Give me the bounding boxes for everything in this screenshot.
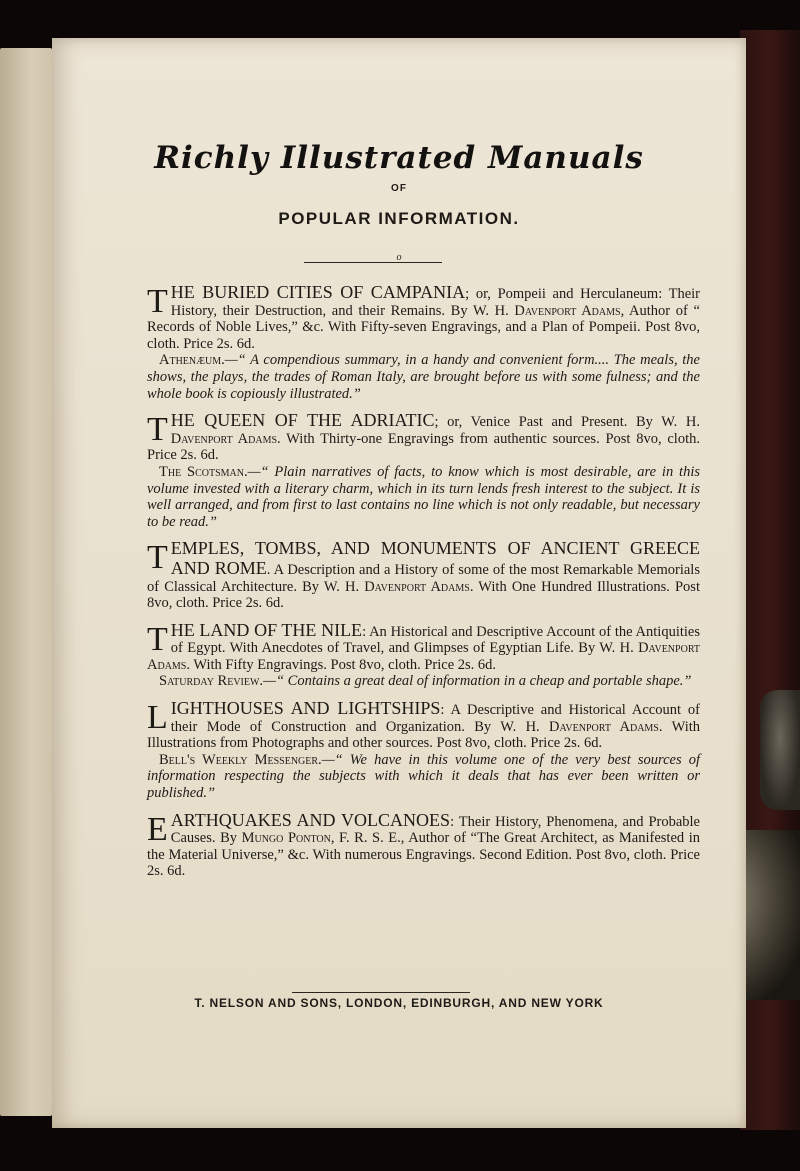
entry-land-nile <box>147 621 700 690</box>
publisher-imprint: T. NELSON AND SONS, LONDON, EDINBURGH, AND NEW YORK <box>194 996 604 1010</box>
entry-review <box>147 464 700 530</box>
entry-body-end: . With Thirty-one Engravings from authentic sources. Post 8vo, cloth. Price 2s. 6d. <box>147 430 700 464</box>
drop-cap: L <box>147 699 168 737</box>
review-source: The Scotsman. <box>159 463 248 480</box>
entry-title: IGHTHOUSES AND LIGHTSHIPS <box>170 698 441 719</box>
entry-buried-cities <box>147 283 700 402</box>
entry-body: : Their History, Phenomena, and Probable Causes. By <box>170 813 700 847</box>
footer-rule <box>292 992 470 993</box>
entry-author: Davenport Adams <box>170 430 278 447</box>
review-source: Athenæum. <box>159 352 225 369</box>
entries-list <box>147 283 700 889</box>
entry-review <box>147 673 700 690</box>
entry-temples-tombs <box>147 539 700 611</box>
entry-review <box>147 752 700 802</box>
entry-queen-adriatic <box>147 411 700 530</box>
entry-author: Davenport Adams <box>514 302 621 319</box>
review-source: Saturday Review. <box>159 673 264 690</box>
review-quote: —“ A compendious summary, in a handy and convenient form.... The meals, the shows, the plays, the trades of Roman Italy, are brought before us with some fulness; and the whole book is copiously illustrated.” <box>147 352 700 402</box>
entry-body-end: . With Illustrations from Photographs and other sources. Post 8vo, cloth. Price 2s. 6d. <box>147 718 700 752</box>
drop-cap: T <box>147 620 168 658</box>
entry-author: Davenport Adams <box>549 718 659 735</box>
drop-cap: T <box>147 411 168 449</box>
entry-title: HE LAND OF THE NILE <box>170 619 363 640</box>
left-page-edge <box>0 48 52 1116</box>
entry-review <box>147 352 700 402</box>
entry-author: Davenport Adams <box>364 578 470 595</box>
separator-mark: o <box>396 252 402 263</box>
book-page <box>52 38 746 1128</box>
entry-body-end: , Author of “ Records of Noble Lives,” &c. With Fifty-seven Engravings, and a Plan of Pompeii. Post 8vo, cloth. Price 2s. 6d. <box>147 302 700 352</box>
entry-body: : A Descriptive and Historical Account of their Mode of Construction and Organization. By W. H. <box>170 702 700 735</box>
entry-body-end: . With Fifty Engravings. Post 8vo, cloth. Price 2s. 6d. <box>186 656 497 673</box>
review-source: Bell's Weekly Messenger. <box>159 751 322 768</box>
entry-earthquakes <box>147 811 700 880</box>
entry-lighthouses <box>147 699 700 802</box>
review-quote: —“ Contains a great deal of information in a cheap and portable shape.” <box>263 673 692 690</box>
entry-body: . A Description and a History of some of the most Remarkable Memorials of Classical Architecture. By W. H. <box>147 561 700 595</box>
entry-author: Davenport Adams <box>147 640 700 673</box>
entry-body: ; or, Pompeii and Herculaneum: Their History, their Destruction, and their Remains. By W. H. <box>170 286 700 319</box>
page-title: Richly Illustrated Manuals <box>154 140 644 176</box>
upper-clasp <box>760 690 800 810</box>
review-quote: —“ Plain narratives of facts, to know which is most desirable, are in this volume invested with a literary charm, which in its turn lends fresh interest to the subject. It is well arranged, and from first to last contains no line which is not only readable, but necessary to be read.” <box>147 463 700 530</box>
entry-author: Mungo Ponton <box>241 830 331 847</box>
review-quote: —“ We have in this volume one of the very best sources of information respecting the subjects with which it deals that has ever been written or published.” <box>147 751 700 802</box>
title-connector: OF <box>391 183 407 194</box>
entry-title: ARTHQUAKES AND VOLCANOES <box>170 809 451 830</box>
entry-title: EMPLES, TOMBS, AND MONUMENTS OF ANCIENT GREECE AND ROME <box>170 538 700 578</box>
entry-body: ; or, Venice Past and Present. By W. H. <box>434 414 700 431</box>
entry-body: : An Historical and Descriptive Account of the Antiquities of Egypt. With Anecdotes of Travel, and Glimpses of Egyptian Life. By W. H. <box>170 623 700 657</box>
page-subtitle: POPULAR INFORMATION. <box>278 209 520 228</box>
drop-cap: T <box>147 539 168 577</box>
entry-title: HE BURIED CITIES OF CAMPANIA <box>170 282 466 302</box>
entry-title: HE QUEEN OF THE ADRIATIC <box>170 410 435 431</box>
entry-body-end: , F. R. S. E., Author of “The Great Architect, as Manifested in the Material Universe,” &c. With numerous Engravings. Second Edition. Post 8vo, cloth. Price 2s. 6d. <box>147 830 700 880</box>
entry-body-end: . With One Hundred Illustrations. Post 8vo, cloth. Price 2s. 6d. <box>147 578 700 612</box>
drop-cap: E <box>147 810 168 848</box>
drop-cap: T <box>147 283 168 320</box>
